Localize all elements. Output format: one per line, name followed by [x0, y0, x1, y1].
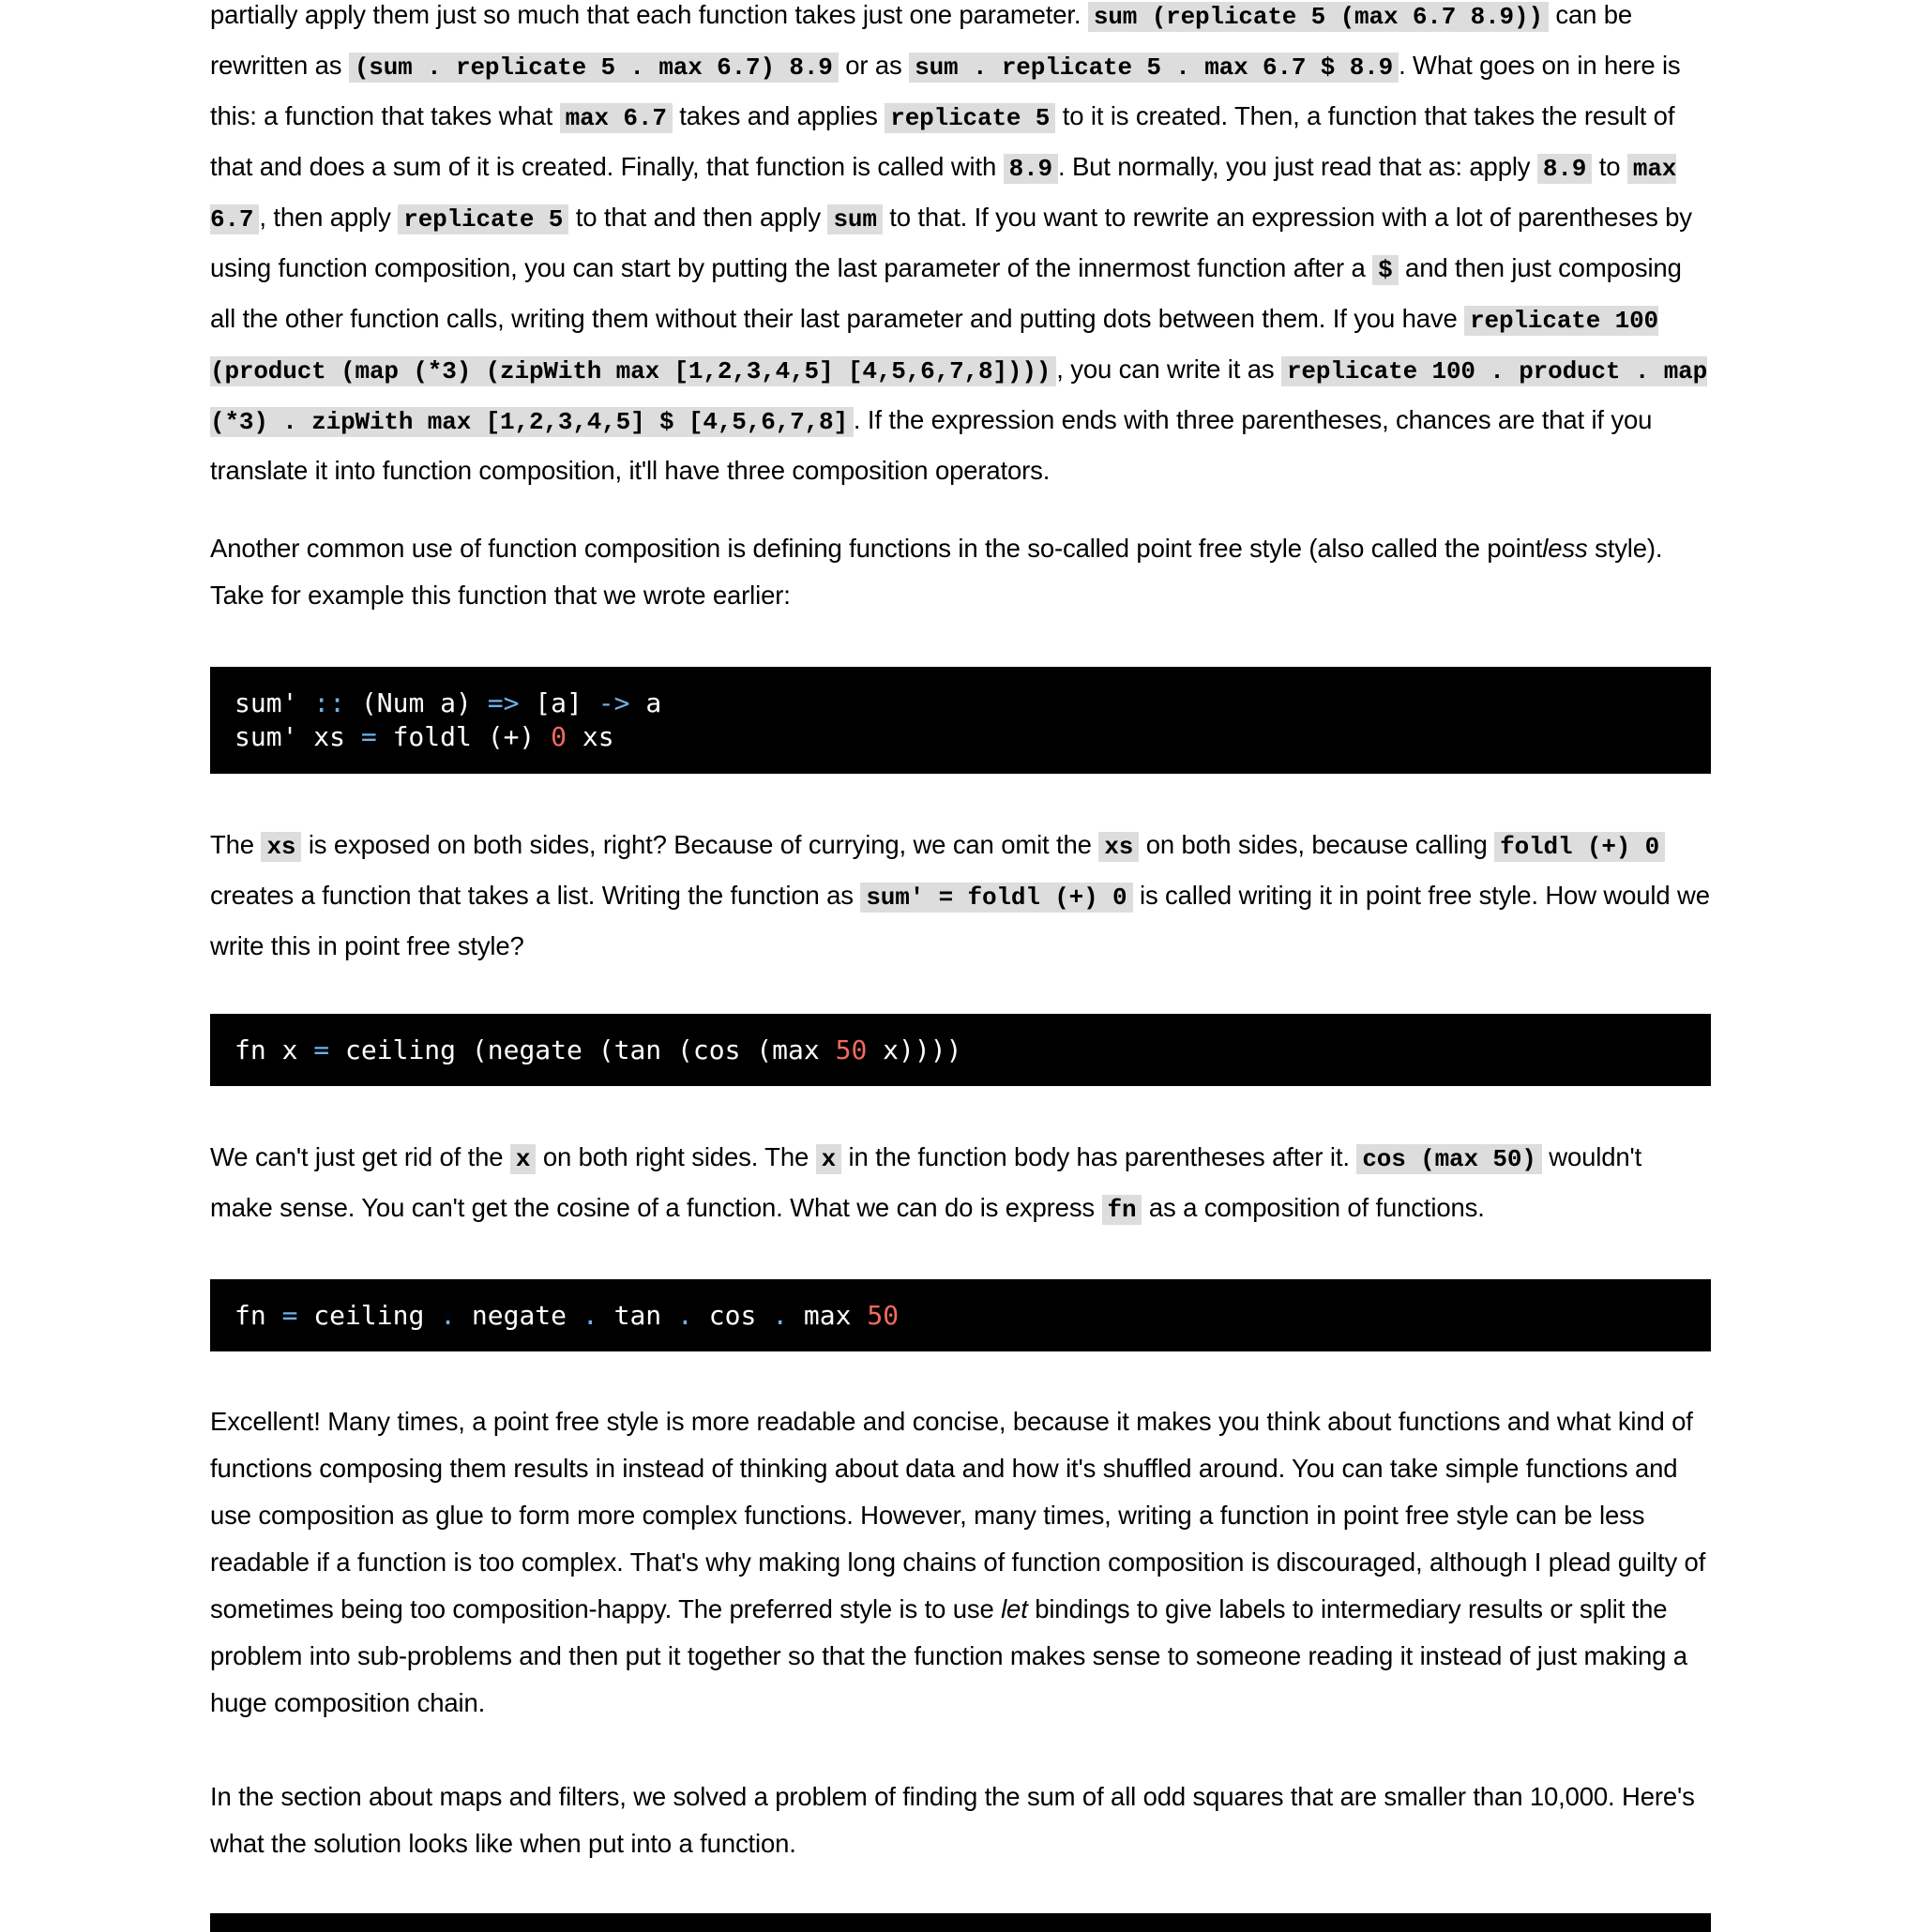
code-block-fn-nested [210, 1014, 1711, 1086]
inline-code: 8.9 [1004, 154, 1058, 184]
code-block-sum [210, 667, 1711, 774]
inline-code: $ [1372, 255, 1398, 285]
inline-code: replicate 5 [398, 204, 568, 234]
code-line: sum' xs = foldl (+) 0 xs [234, 721, 614, 752]
inline-code: fn [1102, 1195, 1142, 1225]
inline-code: x [510, 1144, 536, 1174]
inline-code: xs [261, 832, 301, 862]
inline-code: replicate 5 [885, 103, 1055, 133]
paragraph-odd-squares: In the section about maps and filters, we solved a problem of finding the sum of all odd squares that are smaller than 10,000. Here's what the solution looks like when put into a function. [210, 1782, 1695, 1858]
inline-code: replicate 100 (product (map (*3) (zipWith max [1,2,3,4,5] [4,5,6,7,8]))) [210, 307, 1658, 385]
inline-code: foldl (+) 0 [1494, 832, 1665, 862]
inline-code: 8.9 [1537, 154, 1592, 184]
inline-code: sum' = foldl (+) 0 [860, 883, 1132, 913]
code-block-fn-composed [210, 1279, 1711, 1351]
inline-code: sum . replicate 5 . max 6.7 $ 8.9 [909, 53, 1399, 83]
inline-code: cos (max 50) [1356, 1144, 1541, 1174]
paragraph-composition-rewrite: partially apply them just so much that each function takes just one parameter. sum (replicate 5 (max 6.7 8.9)) can be rewritten as (sum . replicate 5 . max 6.7) 8.9 or as sum . replicate 5 . max 6.7 $ 8.9 . What goes on in here is this: a function that takes what max 6.7 takes and applies replicate 5 to it is created. Then, a function that takes the result of that and does a sum of it is created. Finally, that function is called with 8.9 . But normally, you just read that as: apply 8.9 to max 6.7 , then apply replicate 5 to that and then apply sum to that. If you want to rewrite an expression with a lot of parentheses by using function composition, you can start by putting the last parameter of the innermost function after a $ and then just composing all the other function calls, writing them without their last parameter and putting dots between them. If you have replicate 100 (product (map (*3) (zipWith max [1,2,3,4,5] [4,5,6,7,8]))) , you can write it as replicate 100 . product . map (*3) . zipWith max [1,2,3,4,5] $ [4,5,6,7,8] . If the expression ends with three parentheses, chances are that if you translate it into function composition, it'll have three composition operators. [210, 0, 1708, 485]
code-line: fn = ceiling . negate . tan . cos . max 50 [234, 1299, 900, 1331]
paragraph-cosine: We can't just get rid of the x on both right sides. The x in the function body has parentheses after it. cos (max 50) wouldn't make sense. You can't get the cosine of a function. What we can do is express fn as a composition of functions. [210, 1142, 1642, 1224]
inline-code: sum (replicate 5 (max 6.7 8.9)) [1088, 2, 1549, 32]
paragraph-currying: The xs is exposed on both sides, right? Because of currying, we can omit the xs on both sides, because calling foldl (+) 0 creates a function that takes a list. Writing the function as sum' = foldl (+) 0 is called writing it in point free style. How would we write this in point free style? [210, 830, 1710, 960]
inline-code: max 6.7 [210, 155, 1677, 234]
inline-code: max 6.7 [560, 103, 673, 133]
code-block-partial [210, 1913, 1711, 1932]
emphasis: let [1001, 1594, 1028, 1623]
inline-code: replicate 100 . product . map (*3) . zipWith max [1,2,3,4,5] $ [4,5,6,7,8] [210, 357, 1708, 436]
code-line: sum' :: (Num a) => [a] -> a [234, 687, 662, 718]
inline-code: x [816, 1144, 841, 1174]
code-line: fn x = ceiling (negate (tan (cos (max 50 x)))) [234, 1034, 962, 1065]
paragraph-readability: Excellent! Many times, a point free style is more readable and concise, because it makes you think about functions and what kind of functions composing them results in instead of thinking about data and how it's shuffled around. You can take simple functions and use composition as glue to form more complex functions. However, many times, writing a function in point free style can be less readable if a function is too complex. That's why making long chains of function composition is discouraged, although I plead guilty of sometimes being too composition-happy. The preferred style is to use let bindings to give labels to intermediary results or split the problem into sub-problems and then put it together so that the function makes sense to someone reading it instead of just making a huge composition chain. [210, 1407, 1706, 1717]
emphasis: less [1542, 534, 1588, 563]
inline-code: (sum . replicate 5 . max 6.7) 8.9 [349, 53, 839, 83]
inline-code: xs [1098, 832, 1139, 862]
inline-code: sum [827, 204, 882, 234]
paragraph-point-free-intro: Another common use of function composition is defining functions in the so-called point free style (also called the pointless style). Take for example this function that we wrote earlier: [210, 534, 1663, 610]
